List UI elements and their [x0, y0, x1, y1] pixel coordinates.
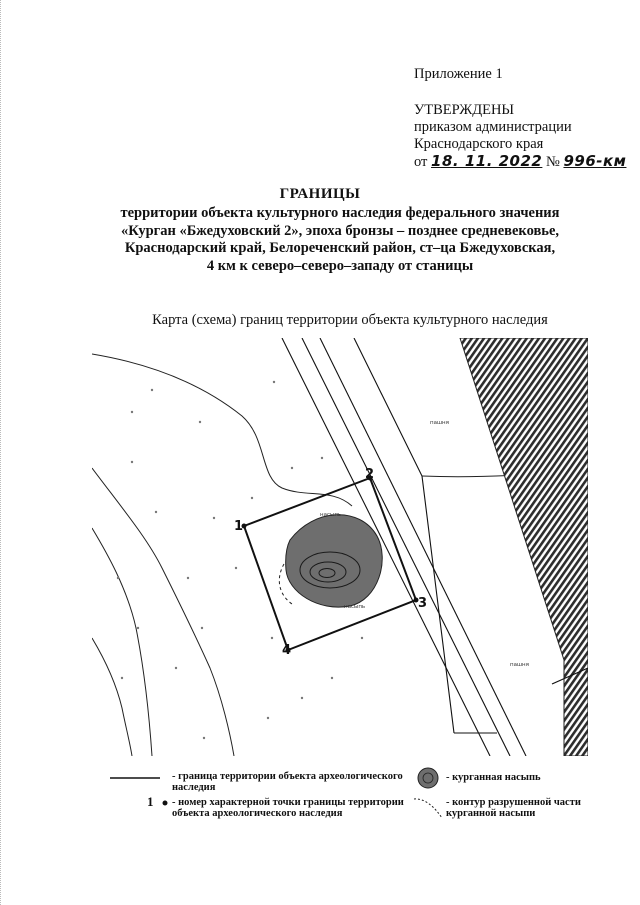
vegetation-dot — [273, 381, 275, 383]
map-svg — [92, 338, 588, 756]
vegetation-dot — [321, 457, 323, 459]
vegetation-dot — [291, 467, 293, 469]
document-title: ГРАНИЦЫ — [279, 186, 361, 202]
point-label-3: 3 — [418, 596, 428, 611]
legend-destroyed-text: - контур разрушенной части курганной насыпи — [446, 797, 581, 819]
vegetation-dot — [301, 697, 303, 699]
vegetation-dot — [151, 389, 153, 391]
vegetation-dot — [251, 497, 253, 499]
contour-line-1 — [92, 354, 352, 506]
approved-from: от — [414, 154, 428, 170]
legend-mound-text: - курганная насыпь — [446, 772, 541, 783]
page-edge — [0, 0, 7, 905]
vegetation-dot — [131, 461, 133, 463]
approved-line-2: Краснодарского края — [414, 136, 544, 152]
map-tiny-label-3: насыпь — [320, 512, 342, 518]
subtitle-line-1: территории объекта культурного наследия федерального значения — [120, 205, 560, 221]
approved-date-line — [414, 153, 626, 171]
legend-point-text: - номер характерной точки границы территории объекта археологического наследия — [172, 797, 404, 819]
vegetation-dot — [361, 637, 363, 639]
approved-date: 18. 11. 2022 — [431, 152, 543, 170]
subtitle-line-2: «Курган «Бжедуховский 2», эпоха бронзы – позднее средневековье, — [120, 222, 560, 239]
subtitle-line-3: Краснодарский край, Белореченский район, ст–ца Бжедуховская, — [124, 240, 556, 256]
vegetation-dot — [155, 511, 157, 513]
contour-line-3 — [92, 528, 152, 756]
legend-point-symbol: 1 — [147, 794, 154, 809]
vegetation-dot — [203, 737, 205, 739]
approved-title: УТВЕРЖДЕНЫ — [414, 102, 515, 118]
contour-line-4 — [92, 638, 132, 756]
legend-point-dot — [163, 801, 168, 806]
point-label-2: 2 — [365, 467, 375, 482]
vegetation-dot — [199, 421, 201, 423]
approved-number: 996-км — [563, 152, 627, 170]
vegetation-dot — [267, 717, 269, 719]
vegetation-dot — [201, 627, 203, 629]
mound-symbol — [279, 515, 382, 607]
vegetation-dot — [131, 411, 133, 413]
vegetation-dot — [117, 577, 119, 579]
vegetation-dot — [271, 637, 273, 639]
vegetation-dot — [121, 677, 123, 679]
map-tiny-label-2: пашня — [510, 662, 529, 668]
point-label-4: 4 — [282, 643, 292, 658]
mound-fill — [286, 515, 383, 607]
map-tiny-label-4: насыпь — [344, 604, 366, 610]
vegetation-dot — [213, 517, 215, 519]
vegetation-dot — [137, 627, 139, 629]
legend-mound-contour — [423, 773, 433, 783]
legend-boundary-text: - граница территории объекта археологического наследия — [172, 771, 403, 793]
legend-destroyed-contour — [414, 799, 442, 818]
approval-block — [414, 102, 626, 171]
map-scheme — [92, 338, 588, 756]
subtitle-line-4: 4 км к северо–северо–западу от станицы — [206, 257, 474, 274]
legend-mound-symbol — [418, 768, 438, 788]
map-caption: Карта (схема) границ территории объекта культурного наследия — [152, 312, 548, 328]
contour-line-2 — [92, 468, 234, 756]
vegetation-dot — [235, 567, 237, 569]
point-label-1: 1 — [234, 519, 244, 534]
vegetation-dot — [175, 667, 177, 669]
map-tiny-label-1: пашня — [430, 420, 449, 426]
annex-label: Приложение 1 — [414, 66, 503, 82]
approved-line-1: приказом администрации — [414, 119, 572, 135]
vegetation-dot — [331, 677, 333, 679]
document-subtitle — [80, 205, 600, 275]
vegetation-dot — [187, 577, 189, 579]
approved-number-label: № — [546, 154, 560, 170]
